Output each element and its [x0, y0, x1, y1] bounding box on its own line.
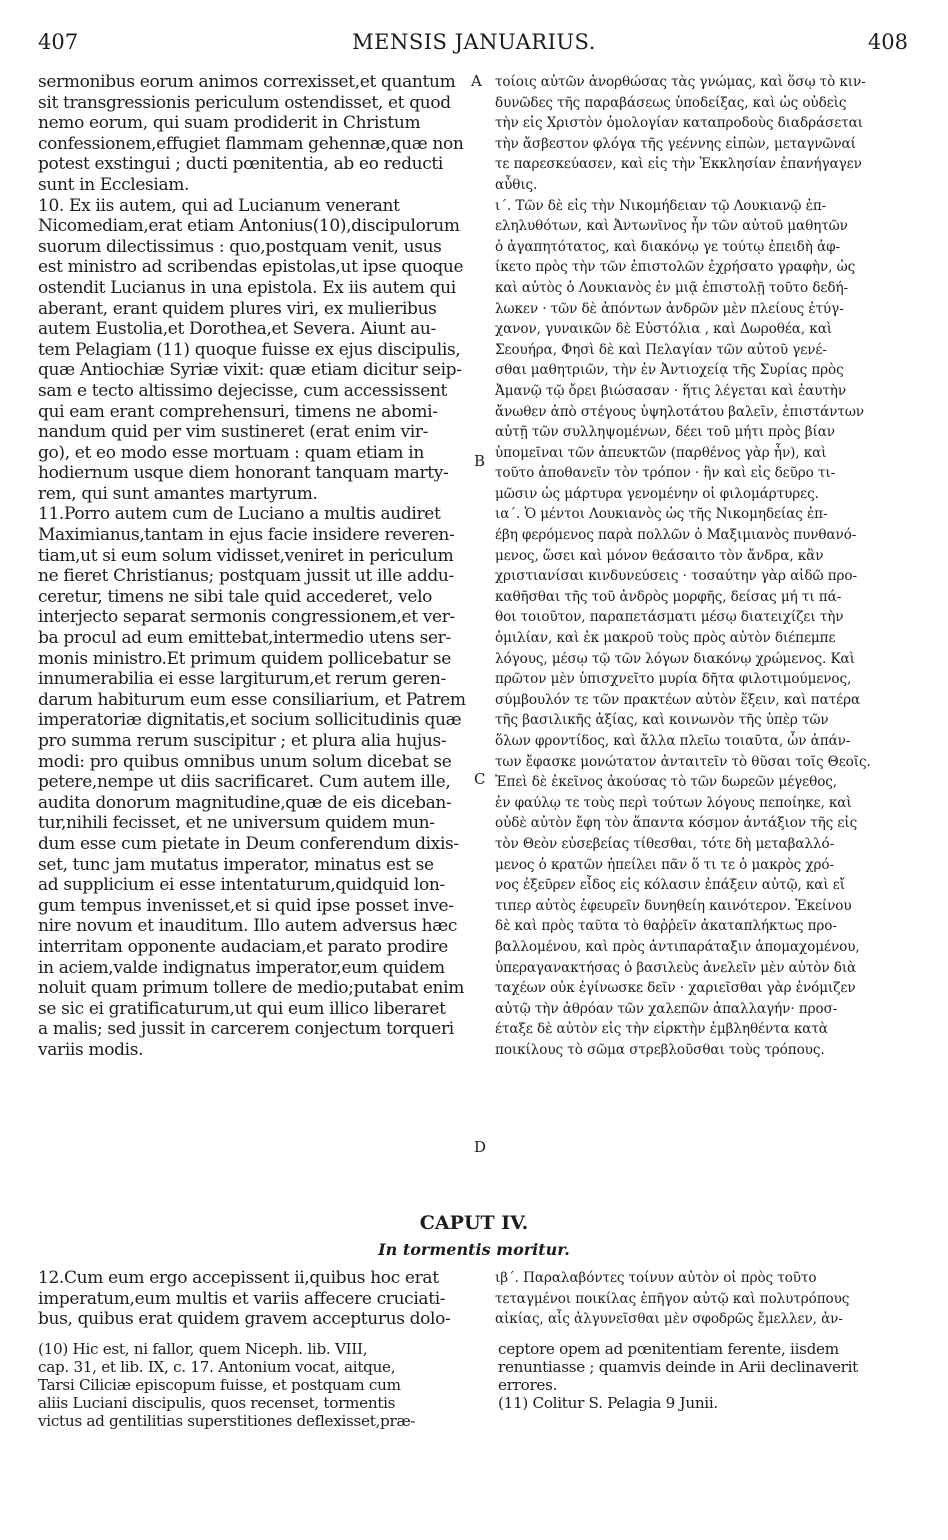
greek-text-line: δὲ καὶ πρὸς ταῦτα τὸ θαῤῥεῖν ἀκαταπλήκτως προ- — [495, 918, 837, 935]
latin-text-line: rem, qui sunt amantes martyrum. — [38, 483, 318, 504]
greek-text-line: αὐτῷ τὴν ἀθρόαν τῶν χαλεπῶν ἀπαλλαγήν· προσ- — [495, 1000, 838, 1017]
greek-text-line: Ἀμανῷ τῷ ὄρει βιώσασαν · ἥτις λέγεται καὶ ἑαυτὴν — [495, 382, 847, 399]
latin-text-line: 10. Ex iis autem, qui ad Lucianum venerant — [38, 195, 400, 216]
footnotes-right — [498, 1340, 918, 1435]
latin-text-line: interritam opponente audaciam,et parato prodire — [38, 936, 449, 957]
running-header — [0, 30, 948, 60]
greek-text-line: ια΄. Ὁ μέντοι Λουκιανὸς ὡς τῆς Νικομηδείας ἐπ- — [495, 506, 828, 523]
latin-text-line: a malis; sed jussit in carcerem conjectum torqueri — [38, 1019, 454, 1040]
latin-text-line: variis modis. — [38, 1039, 144, 1060]
page-number-right: 408 — [867, 30, 908, 54]
greek-text-line: ἄνωθεν ἀπὸ στέγους ὑψηλοτάτου βαλεῖν, ἐπιστάντων — [495, 403, 864, 420]
greek-text-line: τιπερ αὐτὸς ἐφευρεῖν δυνηθείη καινότερον. Ἐκείνου — [495, 897, 852, 914]
greek-text-line: έταξε δὲ αὐτὸν εἰς τὴν εἱρκτὴν ἐμβληθέντα κατὰ — [495, 1021, 828, 1038]
footnote-line: renuntiasse ; quamvis deinde in Arii declinaverit — [498, 1358, 858, 1376]
latin-text-line: est ministro ad scribendas epistolas,ut ipse quoque — [38, 257, 464, 278]
greek-text-line: μενος, ὥσει καὶ μόνον θεάσαιτο τὸν ἄνδρα, κἂν — [495, 547, 824, 564]
footnote-line: Tarsi Ciliciæ episcopum fuisse, et postquam cum — [38, 1376, 401, 1394]
latin-text-line: pro summa rerum suscipitur ; et plura alia hujus- — [38, 731, 447, 751]
latin-text-line: quæ Antiochiæ Syriæ vixit: quæ etiam dicitur seip- — [38, 360, 462, 381]
margin-marker-d: D — [474, 1138, 487, 1156]
latin-text-line: ba procul ad eum emittebat,intermedio utens ser- — [38, 628, 451, 649]
latin-column-top — [38, 72, 468, 1182]
greek-text-line: ἐν φαύλῳ τε τοὺς περὶ τούτων λόγους πεποίηκε, καὶ — [495, 794, 852, 811]
greek-text-line: οὐδὲ αὐτὸν ἔφη τὸν ἅπαντα κόσμον ἀντάξιον τῆς εἰς — [495, 815, 858, 832]
latin-text-line: autem Eustolia,et Dorothea,et Severa. Aiunt au- — [38, 319, 436, 340]
greek-text-line: Ἐπεὶ δὲ ἐκεῖνος ἀκούσας τὸ τῶν δωρεῶν μέγεθος, — [495, 774, 838, 791]
latin-text-line: bus, quibus erat quidem gravem accepturus dolo- — [38, 1309, 451, 1330]
latin-text-line: monis ministro.Et primum quidem pollicebatur se — [38, 648, 451, 669]
latin-text-line: dum esse cum pietate in Deum conferendum dixis- — [38, 833, 459, 854]
latin-column-bottom — [38, 1268, 468, 1332]
latin-text-line: in aciem,valde indignatus imperator,eum quidem — [38, 957, 445, 978]
chapter-heading: CAPUT IV. — [419, 1212, 529, 1234]
greek-text-line: τὴν εἰς Χριστὸν ὁμολογίαν καταπροδοὺς διαδράσεται — [495, 115, 863, 132]
latin-text-line: hodiernum usque diem honorant tanquam marty- — [38, 463, 449, 484]
footnote-line: aliis Luciani discipulis, quos recenset, tormentis — [38, 1394, 396, 1412]
latin-text-line: aberant, erant quidem plures viri, ex mulieribus — [38, 298, 437, 319]
greek-text-line: αὖθις. — [495, 176, 538, 193]
latin-text-line: se sic ei gratificaturum,ut qui eum illico liberaret — [38, 998, 446, 1019]
greek-text-line: ὅλων φροντίδος, καὶ ἄλλα πλεῖω τοιαῦτα, ὧν ἁπάν- — [495, 733, 851, 749]
greek-text-line: των ἔφασκε μονώτατον ἀνταιτεῖν τὸ θῦσαι τοῖς Θεοῖς. — [495, 753, 871, 770]
latin-text-line: Maximianus,tantam in ejus facie insidere reveren- — [38, 525, 455, 546]
greek-text-line: τῆς βασιλικῆς ἀξίας, καὶ κοινωνὸν τῆς ὑπὲρ τῶν — [495, 712, 829, 729]
greek-text-line: τε παρεσκεύασεν, καὶ εἰς τὴν Ἐκκλησίαν ἐπανήγαγεν — [495, 156, 862, 173]
latin-text-line: suorum dilectissimus : quo,postquam venit, usus — [38, 236, 442, 257]
footnote-line: ceptore opem ad pœnitentiam ferente, iisdem — [498, 1340, 839, 1358]
latin-text-line: go), et eo modo esse mortuam : quam etiam in — [38, 442, 424, 463]
latin-text-line: sit transgressionis periculum ostendisset, et quod — [38, 92, 451, 113]
greek-text-line: αὐτῇ τῶν συλληψομένων, δέει τοῦ μήτι πρὸς βίαν — [495, 424, 835, 441]
greek-text-line: λόγους, μέσῳ τῷ τῶν λόγων διακόνῳ χρώμενος. Καὶ — [495, 650, 855, 667]
greek-text-line: λωκεν · τῶν δὲ ἀπόντων ἀνδρῶν μὲν πλείους ἐτύγ- — [495, 300, 844, 317]
footnote-line: (11) Colitur S. Pelagia 9 Junii. — [498, 1394, 718, 1412]
greek-column-top — [495, 72, 915, 1182]
latin-text-line: tiam,ut si eum solum vidisset,veniret in periculum — [38, 545, 454, 566]
margin-marker-a: A — [471, 72, 482, 90]
greek-text-line: δυνῶδες τῆς παραβάσεως ὑποδείξας, καὶ ὡς οὐδεὶς — [495, 94, 847, 111]
latin-text-line: interjecto separat sermonis congressionem,et ver- — [38, 607, 455, 628]
footnote-line: (10) Hic est, ni fallor, quem Niceph. lib. VIII, — [38, 1340, 368, 1358]
footnote-line: victus ad gentilitias superstitiones deflexisset,præ- — [38, 1412, 416, 1430]
greek-text-line: θοι τοιοῦτον, παραπετάσματι μέσῳ διατειχίζει τὴν — [495, 609, 844, 626]
footnote-line: errores. — [498, 1376, 558, 1394]
latin-text-line: ne fieret Christianus; postquam jussit ut ille addu- — [38, 566, 454, 587]
latin-text-line: Nicomediam,erat etiam Antonius(10),discipulorum — [38, 216, 460, 237]
greek-text-line: ὑπομεῖναι τῶν ἀπευκτῶν (παρθένος γὰρ ἦν), καὶ — [495, 444, 827, 461]
greek-text-line: νος ἐξεῦρεν εἶδος εἰς κόλασιν ἐπάξειν αὐτῷ, καὶ εἴ — [495, 877, 845, 894]
greek-text-line: ὁ ἀγαπητότατος, καὶ διακόνῳ γε τούτῳ ἐπειδὴ ἀφ- — [495, 238, 841, 255]
latin-text-line: imperatoriæ dignitatis,et socium sollicitudinis quæ — [38, 710, 462, 731]
greek-column-bottom — [495, 1268, 915, 1332]
latin-text-line: audita donorum magnitudine,quæ de eis diceban- — [38, 792, 452, 813]
greek-text-line: αἰκίας, αἷς ἀλγυνεῖσθαι μὲν σφοδρῶς ἔμελλεν, ἀν- — [495, 1311, 843, 1328]
latin-text-line: potest exstingui ; ducti pœnitentia, ab eo reducti — [38, 154, 443, 175]
running-title: MENSIS JANUARIUS. — [352, 30, 596, 54]
latin-text-line: noluit quam primum tollere de medio;putabat enim — [38, 978, 464, 999]
greek-text-line: τὸν Θεὸν εὐσεβείας τίθεσθαι, τότε δὴ μεταβαλλό- — [495, 835, 835, 852]
footnote-line: cap. 31, et lib. IX, c. 17. Antonium vocat, aitque, — [38, 1358, 396, 1376]
latin-text-line: sam e tecto altissimo dejecisse, cum accessissent — [38, 380, 448, 401]
latin-text-line: modi: pro quibus omnibus unum solum dicebat se — [38, 751, 452, 772]
greek-text-line: ὁμιλίαν, καὶ ἐκ μακροῦ τοὺς πρὸς αὐτὸν διέπεμπε — [495, 630, 836, 647]
greek-text-line: καὶ αὐτὸς ὁ Λουκιανὸς ἐν μιᾷ ἐπιστολῇ τοῦτο δεδή- — [495, 279, 848, 296]
greek-text-line: καθῆσθαι τῆς τοῦ ἀνδρὸς μορφῆς, δείσας μή τι πά- — [495, 588, 842, 605]
greek-text-line: βαλλομένου, καὶ πρὸς ἀντιπαράταξιν ἀπομαχομένου, — [495, 938, 860, 955]
latin-text-line: imperatum,eum multis et variis affecere cruciati- — [38, 1288, 446, 1309]
latin-text-line: nemo eorum, qui suam prodiderit in Christum — [38, 113, 421, 134]
greek-text-line: τοῦτο ἀποθανεῖν τὸν τρόπον · ἣν καὶ εἰς δεῦρο τι- — [495, 465, 836, 482]
latin-text-line: nire novum et inauditum. Illo autem adversus hæc — [38, 916, 458, 937]
latin-text-line: qui eam erant comprehensuri, timens ne abomi- — [38, 401, 438, 422]
greek-text-line: ιβ΄. Παραλαβόντες τοίνυν αὐτὸν οἱ πρὸς τοῦτο — [495, 1270, 817, 1286]
greek-text-line: χριστιανίσαι κινδυνεύσεις · τοσαύτην γὰρ αἰδῶ προ- — [495, 568, 858, 585]
greek-text-line: πρῶτον μὲν ὑπισχνεῖτο μυρία δῆτα φιλοτιμούμενος, — [495, 671, 852, 688]
greek-text-line: Σεουήρα, Φησὶ δὲ καὶ Πελαγίαν τῶν αὐτοῦ γενέ- — [495, 341, 827, 358]
latin-text-line: 12.Cum eum ergo accepissent ii,quibus hoc erat — [38, 1268, 439, 1288]
latin-text-line: ostendit Lucianus in una epistola. Ex iis autem qui — [38, 277, 456, 298]
greek-text-line: μῶσιν ὡς μάρτυρα γενομένην οἱ φιλομάρτυρες. — [495, 485, 819, 502]
latin-text-line: darum habiturum eum esse consiliarium, et Patrem — [38, 689, 466, 710]
greek-text-line: έβη φερόμενος παρὰ πολλῶν ὁ Μαξιμιανὸς πυνθανό- — [495, 527, 857, 544]
greek-text-line: μενος ὁ κρατῶν ἠπείλει πᾶν ὅ τι τε ὁ μακρὸς χρό- — [495, 856, 834, 873]
latin-text-line: confessionem,effugiet flammam gehennæ,quæ non — [38, 133, 464, 154]
latin-text-line: ceretur, timens ne sibi tale quid accederet, velo — [38, 586, 433, 607]
greek-text-line: τοίοις αὐτῶν ἀνορθώσας τὰς γνώμας, καὶ ὅσῳ τὸ κιν- — [495, 74, 866, 90]
greek-text-line: ὑπεραγανακτήσας ὁ βασιλεὺς ἀνελεῖν μὲν αὐτὸν διὰ — [495, 959, 857, 976]
latin-text-line: set, tunc jam mutatus imperator, minatus est se — [38, 854, 434, 875]
greek-text-line: ίκετο πρὸς τὴν τῶν ἐπιστολῶν ἐχρήσατο γραφὴν, ὡς — [495, 259, 856, 276]
greek-text-line: χανον, γυναικῶν δὲ Εὐστόλια , καὶ Δωροθέα, καὶ — [495, 321, 833, 338]
latin-text-line: ad supplicium ei esse intentaturum,quidquid lon- — [38, 875, 445, 896]
latin-text-line: innumerabilia ei esse largiturum,et rerum geren- — [38, 669, 446, 690]
latin-text-line: tem Pelagiam (11) quoque fuisse ex ejus discipulis, — [38, 339, 461, 360]
latin-text-line: sunt in Ecclesiam. — [38, 174, 190, 195]
greek-text-line: σθαι μαθητριῶν, τὴν ἐν Ἀντιοχείᾳ τῆς Συρίας πρὸς — [495, 362, 844, 379]
latin-text-line: gum tempus invenisset,et si quid ipse posset inve- — [38, 895, 454, 916]
footnotes-left — [38, 1340, 478, 1435]
greek-text-line: ποικίλους τὸ σῶμα στρεβλοῦσθαι τοὺς τρόπους. — [495, 1041, 825, 1058]
greek-text-line: τεταγμένοι ποικίλας ἐπῆγον αὐτῷ καὶ πολυτρόπους — [495, 1290, 850, 1307]
page-number-left: 407 — [38, 30, 79, 54]
latin-text-line: petere,nempe ut diis sacrificaret. Cum autem ille, — [38, 772, 451, 793]
margin-marker-c: C — [474, 770, 486, 788]
latin-text-line: nandum quid per vim sustineret (erat enim vir- — [38, 422, 429, 443]
latin-text-line: 11.Porro autem cum de Luciano a multis audiret — [38, 504, 441, 525]
latin-text-line: sermonibus eorum animos correxisset,et quantum — [38, 72, 456, 92]
greek-text-line: σύμβουλόν τε τῶν πρακτέων αὐτὸν ἕξειν, καὶ πατέρα — [495, 691, 861, 708]
latin-text-line: tur,nihili fecisset, et ne universum quidem mun- — [38, 813, 435, 834]
chapter-subtitle: In tormentis moritur. — [378, 1240, 570, 1259]
margin-marker-b: B — [474, 452, 486, 470]
greek-text-line: τὴν ἄσβεστον φλόγα τῆς γεέννης εἰπὼν, μεταγνῶναί — [495, 135, 856, 152]
greek-text-line: εληλυθότων, καὶ Ἀντωνῖνος ἦν τῶν αὐτοῦ μαθητῶν — [495, 218, 848, 235]
greek-text-line: ταχέων οὐκ ἐγίνωσκε δεῖν · χαριεῖσθαι γὰρ ἐνόμιζεν — [495, 980, 856, 997]
greek-text-line: ι΄. Τῶν δὲ εἰς τὴν Νικομήδειαν τῷ Λουκιανῷ ἐπ- — [495, 197, 827, 214]
